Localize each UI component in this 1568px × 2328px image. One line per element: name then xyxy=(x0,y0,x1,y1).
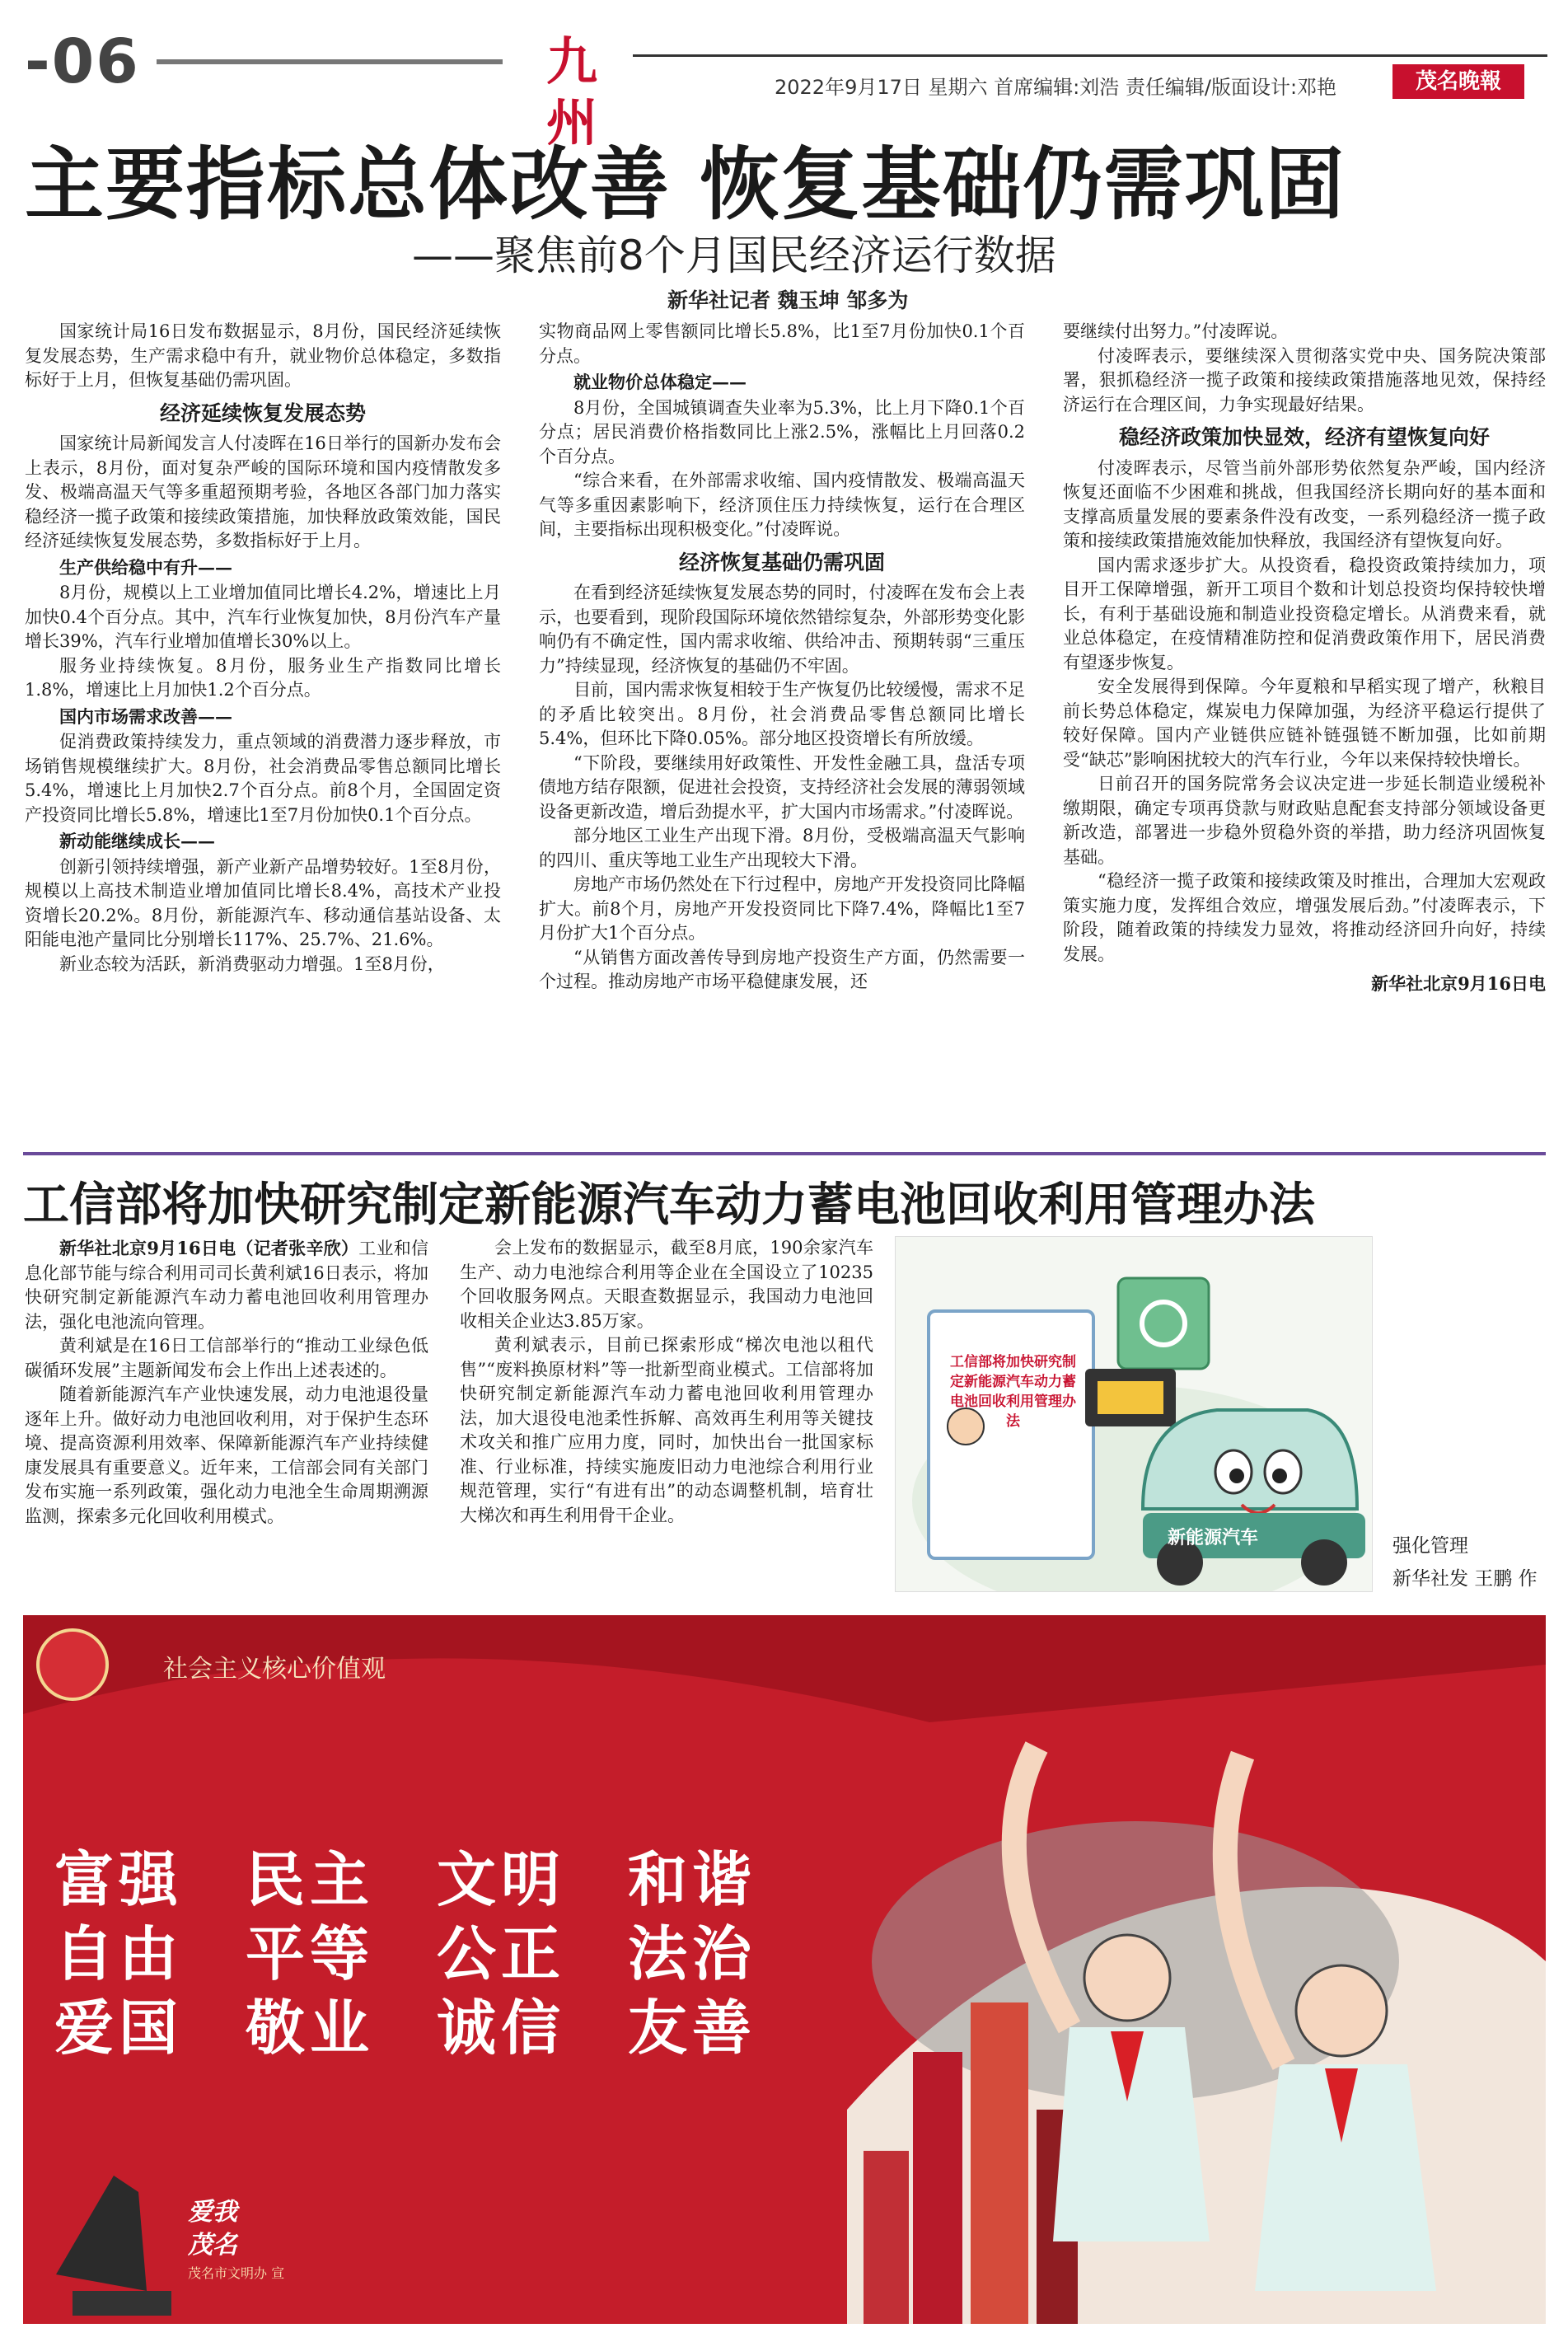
article2-headline: 工信部将加快研究制定新能源汽车动力蓄电池回收利用管理办法 xyxy=(23,1178,1315,1232)
paragraph: 实物商品网上零售额同比增长5.8%，比1至7月份加快0.1个百分点。 xyxy=(539,321,1025,366)
core-value: 文明 xyxy=(437,1845,566,1914)
editorial-cartoon xyxy=(895,1236,1373,1592)
slogan xyxy=(188,2196,237,2262)
paragraph: 新业态较为活跃，新消费驱动力增强。1至8月份， xyxy=(59,953,445,974)
core-value: 和谐 xyxy=(628,1845,757,1914)
paragraph: 服务业持续恢复。8月份，服务业生产指数同比增长1.8%，增速比上月加快1.2个百分点。 xyxy=(25,655,501,700)
paragraph: 日前召开的国务院常务会议决定进一步延长制造业缓税补缴期限，确定专项再贷款与财政贴息配套支持部分领域设备更新改造，部署进一步稳外贸稳外资的举措，助力经济巩固恢复基础。 xyxy=(1063,774,1546,867)
paragraph: 国家统计局新闻发言人付凌晖在16日举行的国新办发布会上表示，8月份，面对复杂严峻的国际环境和国内疫情散发多发、极端高温天气等多重超预期考验，各地区各部门加力落实稳经济一揽子政策和接续政策措施，加快释放政策效能，国民经济延续恢复发展态势，多数指标好于上月。 xyxy=(25,433,501,550)
paragraph: 8月份，规模以上工业增加值同比增长4.2%，增速比上月加快0.4个百分点。其中，汽车行业恢复加快，8月份汽车产量增长39%，汽车行业增加值增长30%以上。 xyxy=(25,583,501,651)
cartoon-car-label: 新能源汽车 xyxy=(1168,1528,1259,1548)
cartoon-sign-text: 工信部将加快研究制定新能源汽车动力蓄电池回收利用管理办法 xyxy=(950,1354,1076,1430)
paragraph: 会上发布的数据显示，截至8月底，190余家汽车生产、动力电池综合利用等企业在全国设立了10235个回收服务网点。天眼查数据显示，我国动力电池回收相关企业达3.85万家。 xyxy=(460,1238,873,1331)
core-value: 富强 xyxy=(54,1845,184,1914)
paragraph: 国家统计局16日发布数据显示，8月份，国民经济延续恢复发展态势，生产需求稳中有升，就业物价总体稳定，多数指标好于上月，但恢复基础仍需巩固。 xyxy=(25,321,501,390)
page-number: -06 xyxy=(25,26,140,97)
sub-heading: 生产供给稳中有升—— xyxy=(59,556,232,578)
slogan-line-1: 爱我 xyxy=(188,2198,237,2227)
paragraph: 安全发展得到保障。今年夏粮和早稻实现了增产，秋粮目前长势总体稳定，煤炭电力保障加强，为经济平稳运行提供了较好保障。国内产业链供应链补链强链不断加强，比如前期受“缺芯”影响困扰较大的汽车行业，今年以来保持较快增长。 xyxy=(1063,677,1546,770)
core-value: 敬业 xyxy=(246,1993,375,2063)
main-headline: 主要指标总体改善 恢复基础仍需巩固 xyxy=(25,138,1346,231)
paragraph: “从销售方面改善传导到房地产投资生产方面，仍然需要一个过程。推动房地产市场平稳健康发展，还 xyxy=(539,947,1025,991)
article1-column-3 xyxy=(1063,320,1546,996)
lead-in: 新华社北京9月16日电（记者张辛欣） xyxy=(59,1238,359,1258)
paragraph: 在看到经济延续恢复发展态势的同时，付凌晖在发布会上表示，也要看到，现阶段国际环境依然错综复杂，外部形势变化影响仍有不确定性，国内需求收缩、供给冲击、预期转弱“三重压力”持续显现，经济恢复的基础仍不牢固。 xyxy=(539,583,1025,676)
paragraph: 要继续付出努力。”付凌晖说。 xyxy=(1063,321,1289,341)
paragraph: 房地产市场仍然处在下行过程中，房地产开发投资同比降幅扩大。前8个月，房地产开发投资同比下降7.4%，降幅比1至7月份扩大1个百分点。 xyxy=(539,874,1025,943)
dateline: 新华社北京9月16日电 xyxy=(1371,973,1546,994)
sub-headline: ——聚焦前8个月国民经济运行数据 xyxy=(412,232,1056,279)
header-rule xyxy=(633,54,1547,57)
paragraph: 目前，国内需求恢复相较于生产恢复仍比较缓慢，需求不足的矛盾比较突出。8月份，社会消费品零售总额同比增长5.4%，但环比下降0.05%。部分地区投资增长有所放缓。 xyxy=(539,680,1025,748)
core-value: 公正 xyxy=(437,1919,566,1988)
paragraph: 随着新能源汽车产业快速发展，动力电池退役量逐年上升。做好动力电池回收利用，对于保护生态环境、提高资源利用效率、保障新能源汽车产业持续健康发展具有重要意义。近年来，工信部会同有关部门发布实施一系列政策，强化动力电池全生命周期溯源监测，探索多元化回收利用模式。 xyxy=(25,1384,428,1526)
core-value: 爱国 xyxy=(54,1993,184,2063)
core-value: 民主 xyxy=(246,1845,375,1914)
paragraph: 国内需求逐步扩大。从投资看，稳投资政策持续加力，项目开工保障增强，新开工项目个数和计划总投资均保持较快增长，有利于基础设施和制造业投资稳定增长。从消费来看，就业总体稳定，在疫情精准防控和促消费政策作用下，居民消费有望逐步恢复。 xyxy=(1063,555,1546,672)
article2-column-1 xyxy=(25,1236,428,1529)
paragraph: 黄利斌是在16日工信部举行的“推动工业绿色低碳循环发展”主题新闻发布会上作出上述表述的。 xyxy=(25,1336,428,1380)
sub-heading: 就业物价总体稳定—— xyxy=(573,372,747,392)
paragraph: 黄利斌表示，目前已探索形成“梯次电池以租代售”“废料换原材料”等一批新型商业模式。工信部将加快研究制定新能源汽车动力蓄电池回收利用管理办法，加大退役电池柔性拆解、高效再生利用等关键技术攻关和推广应用力度，同时，加快出台一批国家标准、行业标准，持续实施废旧动力电池综合利用行业规范管理，实行“有进有出”的动态调整机制，培育壮大梯次和再生利用骨干企业。 xyxy=(460,1335,873,1525)
paragraph: “稳经济一揽子政策和接续政策及时推出，合理加大宏观政策实施力度，发挥组合效应，增强发展后劲。”付凌晖表示，下阶段，随着政策的持续发力显效，将推动经济回升向好，持续发展。 xyxy=(1063,871,1546,964)
byline: 新华社记者 魏玉坤 邹多为 xyxy=(667,288,909,312)
section-heading: 经济延续恢复发展态势 xyxy=(159,400,366,425)
paragraph: 部分地区工业生产出现下滑。8月份，受极端高温天气影响的四川、重庆等地工业生产出现较大下滑。 xyxy=(539,826,1025,870)
section-heading: 稳经济政策加快显效，经济有望恢复向好 xyxy=(1118,425,1490,449)
section-heading: 经济恢复基础仍需巩固 xyxy=(678,550,885,574)
core-value: 平等 xyxy=(246,1919,375,1988)
banner-label: 社会主义核心价值观 xyxy=(163,1655,386,1684)
sub-heading: 新动能继续成长—— xyxy=(59,831,215,851)
paragraph: 创新引领持续增强，新产业新产品增势较好。1至8月份，规模以上高技术制造业增加值同比增长8.4%，高技术产业投资增长20.2%。8月份，新能源汽车、移动通信基站设备、太阳能电池产量同比分别增长117%、25.7%、21.6%。 xyxy=(25,856,501,949)
paragraph: 付凌晖表示，尽管当前外部形势依然复杂严峻，国内经济恢复还面临不少困难和挑战，但我国经济长期向好的基本面和支撑高质量发展的要素条件没有改变，一系列稳经济一揽子政策和接续政策措施效能加快释放，我国经济有望恢复向好。 xyxy=(1063,457,1546,550)
core-values-banner xyxy=(23,1615,1546,2324)
illustration-caption-title: 强化管理 xyxy=(1392,1535,1468,1557)
core-value: 自由 xyxy=(54,1919,184,1988)
core-value: 诚信 xyxy=(437,1993,566,2063)
lead-text: 工业和信息化部节能与综合利用司司长黄利斌16日表示，将加快研究制定新能源汽车动力蓄电池回收利用管理办法，强化电池流向管理。 xyxy=(25,1239,428,1332)
core-value: 友善 xyxy=(628,1993,757,2063)
illustration-caption-credit: 新华社发 王鹏 作 xyxy=(1392,1568,1538,1590)
paragraph: 8月份，全国城镇调查失业率为5.3%，比上月下降0.1个百分点；居民消费价格指数同比上涨2.5%，涨幅比上月回落0.2个百分点。 xyxy=(539,397,1025,466)
banner-credit: 茂名市文明办 宣 xyxy=(188,2265,285,2281)
section-tag: 九州 xyxy=(523,31,620,92)
article2-column-2 xyxy=(460,1236,873,1528)
paragraph: 促消费政策持续发力，重点领域的消费潜力逐步释放，市场销售规模继续扩大。8月份，社会消费品零售总额同比增长5.4%，增速比上月加快2.7个百分点。前8个月，全国固定资产投资同比增长5.8%，增速比1至7月份加快0.1个百分点。 xyxy=(25,732,501,825)
sub-heading: 国内市场需求改善—— xyxy=(59,705,232,727)
issue-meta: 2022年9月17日 星期六 首席编辑:刘浩 责任编辑/版面设计:邓艳 xyxy=(775,76,1337,99)
masthead-logo: 茂名晚報 xyxy=(1392,64,1524,99)
core-value: 法治 xyxy=(628,1919,757,1988)
article1-column-2 xyxy=(539,320,1025,995)
paragraph: “下阶段，要继续用好政策性、开发性金融工具，盘活专项债地方结存限额，促进社会投资，支持经济社会发展的薄弱领域设备更新改造，增后劲提水平，扩大国内市场需求。”付凌晖说。 xyxy=(539,752,1025,822)
paragraph xyxy=(25,1236,428,1334)
paragraph: 付凌晖表示，要继续深入贯彻落实党中央、国务院决策部署，狠抓稳经济一揽子政策和接续政策措施落地见效，保持经济运行在合理区间，力争实现最好结果。 xyxy=(1063,345,1546,415)
paragraph: “综合来看，在外部需求收缩、国内疫情散发、极端高温天气等多重因素影响下，经济顶住压力持续恢复，运行在合理区间，主要指标出现积极变化。”付凌晖说。 xyxy=(539,471,1025,539)
header-rule-left xyxy=(157,59,503,64)
article1-column-1 xyxy=(25,320,501,977)
article-divider xyxy=(23,1152,1546,1155)
slogan-line-2: 茂名 xyxy=(188,2231,237,2260)
